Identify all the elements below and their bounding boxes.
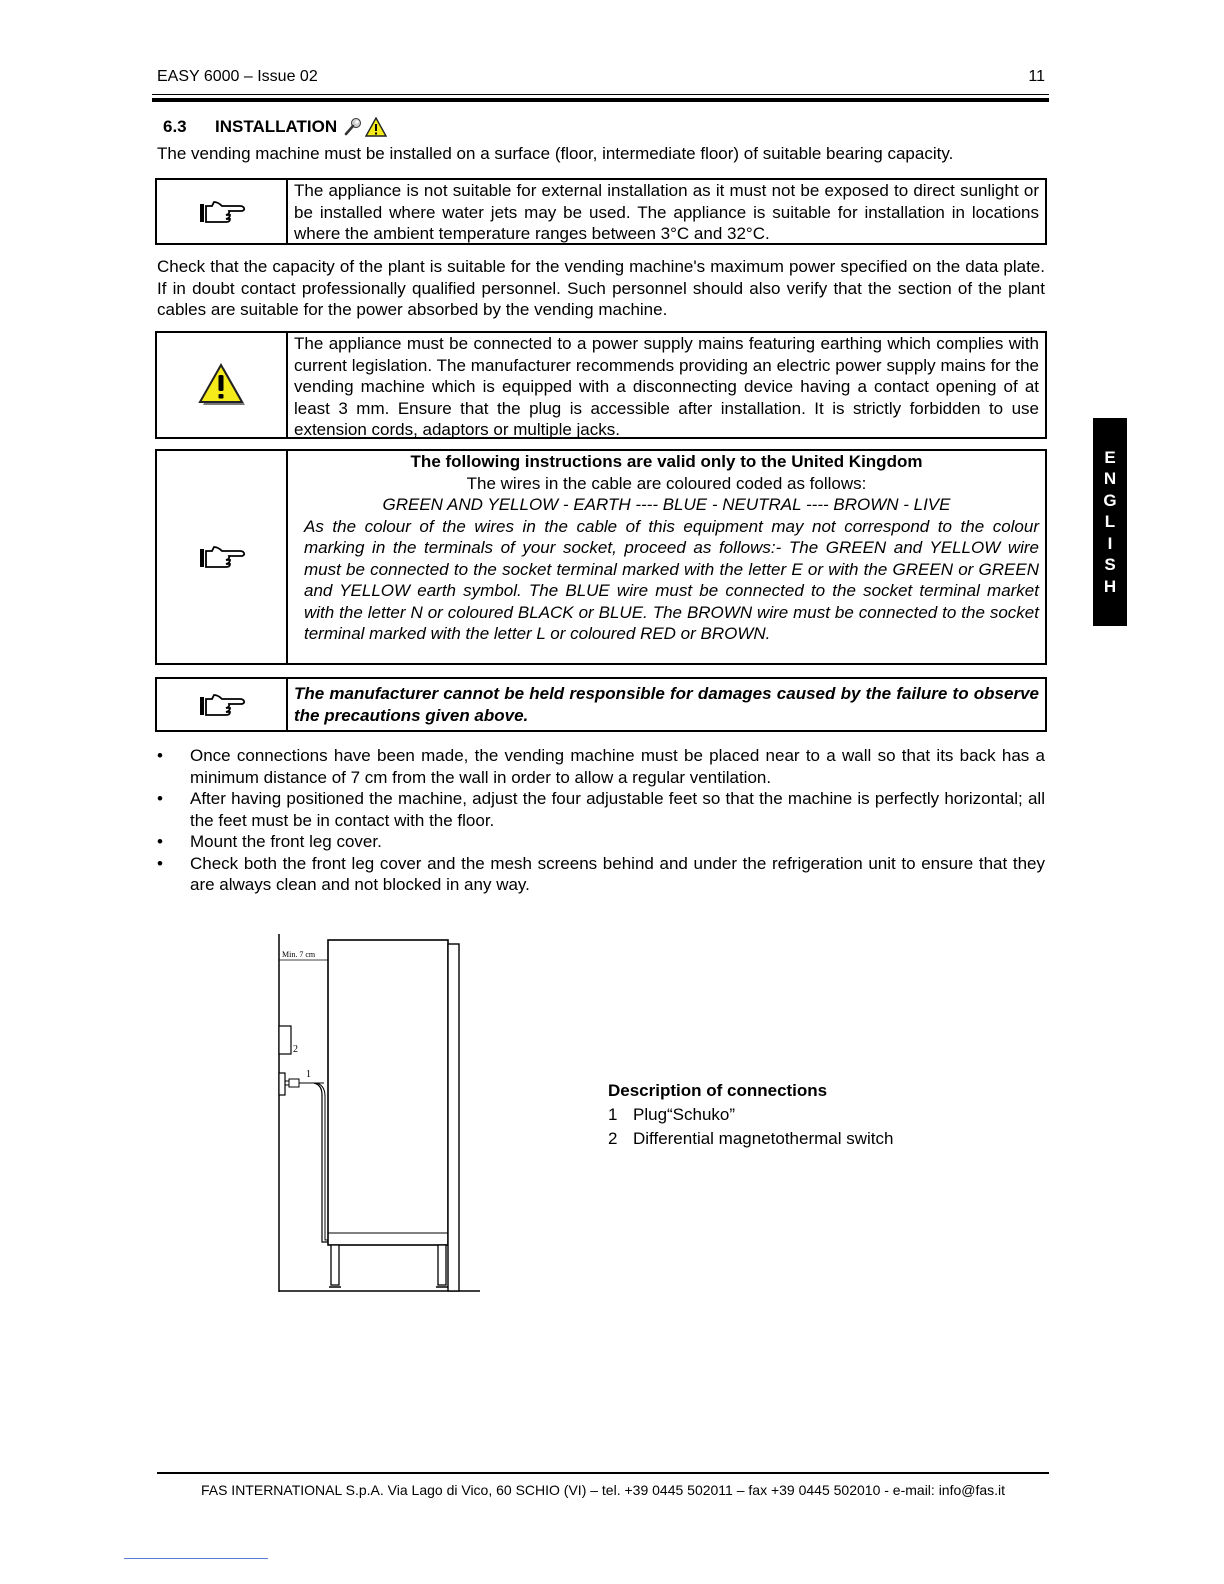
- switch-box: [279, 1026, 291, 1054]
- section-heading: [163, 116, 387, 138]
- socket-box: [279, 1073, 285, 1095]
- warning-icon-cell: [157, 333, 288, 437]
- page-number: 11: [1028, 68, 1045, 85]
- note2-icon-cell: [157, 679, 288, 730]
- connection-text: Differential magnetothermal switch: [633, 1129, 894, 1148]
- list-item-text: Mount the front leg cover.: [190, 832, 382, 851]
- power-cable: [314, 1083, 328, 1242]
- page-footer: FAS INTERNATIONAL S.p.A. Via Lago di Vico, 60 SCHIO (VI) – tel. +39 0445 502011 – fax +39 0445 502010 - e-mail: info@fas.it: [200, 1482, 1006, 1498]
- uk-wire-colours: GREEN AND YELLOW - EARTH ---- BLUE - NEUTRAL ---- BROWN - LIVE: [382, 495, 951, 514]
- list-item-text: After having positioned the machine, adjust the four adjustable feet so that the machine is perfectly horizontal; all the feet must be in contact with the floor.: [190, 789, 1045, 830]
- installation-steps-list: [157, 745, 1045, 896]
- machine-foot: [331, 1245, 339, 1285]
- tab-letter: I: [1107, 533, 1113, 553]
- note-box-ambient: [155, 178, 1047, 245]
- wrench-icon: [343, 117, 363, 137]
- note-text-responsibility: The manufacturer cannot be held responsible for damages caused by the failure to observe the precautions given above.: [294, 684, 1039, 725]
- bullet-dot: •: [157, 789, 163, 808]
- document-title: EASY 6000 – Issue 02: [157, 68, 318, 85]
- machine-cabinet: [328, 940, 448, 1245]
- uk-icon-cell: [157, 451, 288, 663]
- uk-line-coded: The wires in the cable are coloured coded as follows:: [466, 473, 867, 493]
- note-box-responsibility: [155, 677, 1047, 732]
- bullet-dot: •: [157, 853, 163, 873]
- connections-title: Description of connections: [608, 1081, 828, 1100]
- section-icons: [343, 117, 387, 137]
- note-text-ambient: The appliance is not suitable for external installation as it must not be exposed to direct sunlight or be installed where water jets may be used. The appliance is suitable for installation in locations where the ambient temperature ranges between 3°C and 32°C.: [294, 181, 1039, 243]
- footer-rule: [157, 1472, 1049, 1474]
- note-icon-cell: [157, 180, 288, 243]
- pointing-hand-icon: [198, 692, 246, 718]
- section-title: INSTALLATION: [215, 117, 338, 136]
- connection-item: [608, 1103, 1028, 1127]
- list-item-text: Check both the front leg cover and the mesh screens behind and under the refrigeration unit to ensure that they are always clean and not blocked in any way.: [190, 853, 1045, 894]
- warning-icon: [365, 117, 387, 137]
- list-item: [157, 788, 1045, 831]
- warning-box-power: [155, 331, 1047, 439]
- min-distance-label: Min. 7 cm: [282, 950, 316, 959]
- tab-letter: S: [1104, 555, 1116, 575]
- list-item: [157, 745, 1045, 788]
- capacity-paragraph: Check that the capacity of the plant is suitable for the vending machine's maximum power specified on the data plate. If in doubt contact professionally qualified personnel. Such personnel should also verify that the section of the plant cables are suitable for the power absorbed by the vending machine.: [157, 257, 1045, 319]
- connection-text: Plug“Schuko”: [633, 1105, 736, 1124]
- uk-instructions-box: [155, 449, 1047, 665]
- warning-triangle-icon: [197, 363, 247, 407]
- language-tab-english: [1093, 418, 1127, 626]
- connections-legend: [608, 1079, 1028, 1151]
- link-underline: [124, 1558, 268, 1559]
- connection-number: 2: [608, 1129, 618, 1148]
- connection-item: [608, 1127, 1028, 1151]
- bullet-dot: •: [157, 832, 163, 851]
- installation-diagram: [276, 930, 482, 1294]
- header-rule-thin: [152, 94, 1049, 95]
- plug-shape: [289, 1079, 299, 1087]
- tab-letter: E: [1104, 447, 1116, 467]
- tab-letter: G: [1103, 490, 1117, 510]
- list-item-text: Once connections have been made, the vending machine must be placed near to a wall so that its back has a minimum distance of 7 cm from the wall in order to allow a regular ventilation.: [190, 746, 1045, 787]
- warning-text-power: The appliance must be connected to a power supply mains featuring earthing which complies with current legislation. The manufacturer recommends providing an electric power supply mains for the vending machine which is equipped with a disconnecting device having a contact opening of at least 3 mm. Ensure that the plug is accessible after installation. It is strictly forbidden to use extension cords, adaptors or multiple jacks.: [294, 334, 1039, 439]
- machine-door: [448, 944, 459, 1291]
- list-item: [157, 831, 1045, 853]
- header-rule-thick: [152, 98, 1049, 102]
- tab-letter: H: [1103, 576, 1117, 596]
- intro-paragraph: The vending machine must be installed on a surface (floor, intermediate floor) of suitable bearing capacity.: [157, 144, 954, 163]
- machine-foot: [438, 1245, 446, 1285]
- uk-text: [288, 451, 1045, 663]
- connection-number: 1: [608, 1105, 618, 1124]
- bullet-dot: •: [157, 746, 163, 765]
- uk-body: As the colour of the wires in the cable of this equipment may not correspond to the colour marking in the terminals of your socket, proceed as follows:- The GREEN and YELLOW wire must be connected to the socket terminal marked with the letter E or with the GREEN or GREEN and YELLOW earth symbol. The BLUE wire must be connected to the socket terminal market with the letter N or coloured BLACK or BLUE. The BROWN wire must be connected to the socket terminal marked with the letter L or coloured RED or BROWN.: [304, 516, 1039, 643]
- section-number: 6.3: [163, 117, 187, 136]
- switch-label: 2: [293, 1044, 298, 1055]
- pointing-hand-icon: [198, 544, 246, 570]
- page-header: [157, 66, 1045, 88]
- plug-label: 1: [306, 1069, 311, 1080]
- list-item: [157, 853, 1045, 896]
- uk-heading: The following instructions are valid only to the United Kingdom: [410, 452, 923, 471]
- pointing-hand-icon: [198, 199, 246, 225]
- tab-letter: N: [1103, 469, 1117, 489]
- tab-letter: L: [1104, 512, 1116, 532]
